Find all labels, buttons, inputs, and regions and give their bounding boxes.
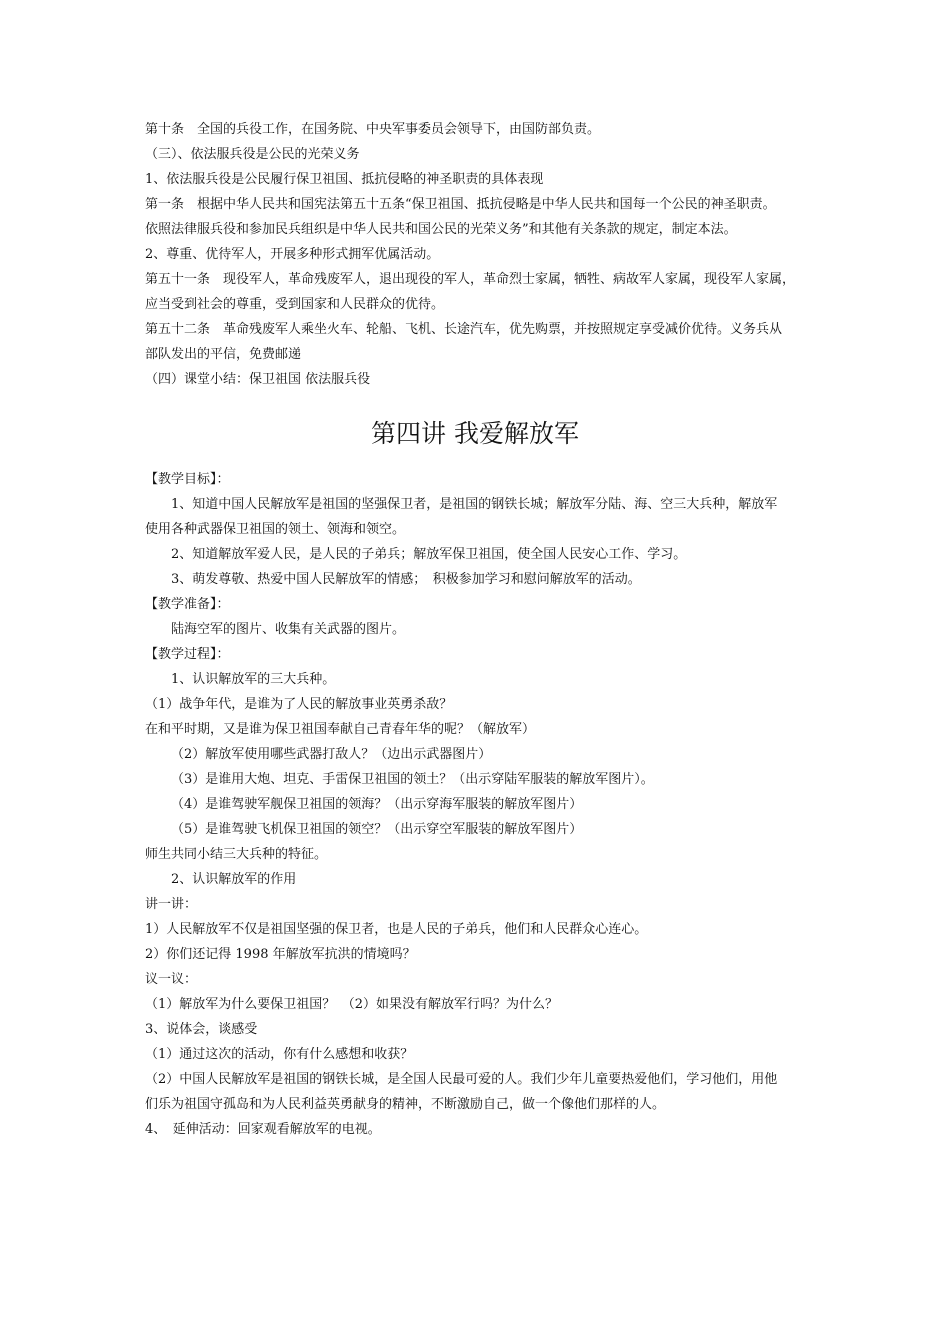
article-1-text-line-2: 依照法律服兵役和参加民兵组织是中华人民共和国公民的光荣义务”和其他有关条款的规定，制定本法。 [145, 222, 737, 237]
reflection-2-line-2: 们乐为祖国守孤岛和为人民利益英勇献身的精神，不断激励自己，做一个像他们那样的人。 [145, 1097, 666, 1112]
section-3-heading: （三）、依法服兵役是公民的光荣义务 [145, 147, 360, 162]
discuss-heading: 议一议： [145, 972, 198, 987]
question-3: （3）是谁用大炮、坦克、手雷保卫祖国的领土？（出示穿陆军服装的解放军图片）。 [171, 772, 654, 787]
article-52-text-line-1: 第五十二条 革命残废军人乘坐火车、轮船、飞机、长途汽车，优先购票，并按照规定享受减价优待。义务兵从 [145, 322, 783, 337]
discuss-questions: （1）解放军为什么要保卫祖国？ （2）如果没有解放军行吗？为什么？ [145, 997, 559, 1012]
question-1-continued: 在和平时期，又是谁为保卫祖国奉献自己青春年华的呢？（解放军） [145, 722, 536, 737]
question-5: （5）是谁驾驶飞机保卫祖国的领空？（出示穿空军服装的解放军图片） [171, 822, 583, 837]
point-2-heading: 2、尊重、优待军人，开展多种形式拥军优属活动。 [145, 247, 440, 262]
article-51-text-line-2: 应当受到社会的尊重，受到国家和人民群众的优待。 [145, 297, 445, 312]
talk-point-1: 1）人民解放军不仅是祖国坚强的保卫者，也是人民的子弟兵，他们和人民群众心连心。 [145, 922, 648, 937]
article-52-text-line-2: 部队发出的平信，免费邮递 [145, 347, 302, 362]
process-step-2: 2、认识解放军的作用 [171, 872, 297, 887]
question-1: （1）战争年代，是谁为了人民的解放事业英勇杀敌？ [145, 697, 453, 712]
point-1-heading: 1、依法服兵役是公民履行保卫祖国、抵抗侵略的神圣职责的具体表现 [145, 172, 544, 187]
article-10-text: 第十条 全国的兵役工作，在国务院、中央军事委员会领导下，由国防部负责。 [145, 122, 601, 137]
teaching-process-heading: 【教学过程】： [145, 647, 230, 662]
teaching-prep-heading: 【教学准备】： [145, 597, 230, 612]
goal-1-line-1: 1、知道中国人民解放军是祖国的坚强保卫者，是祖国的钢铁长城；解放军分陆、海、空三大兵种，解放军 [171, 497, 778, 512]
lesson-title: 第四讲 我爱解放军 [371, 419, 579, 448]
goal-3: 3、萌发尊敬、热爱中国人民解放军的情感； 积极参加学习和慰问解放军的活动。 [171, 572, 641, 587]
teaching-goals-heading: 【教学目标】： [145, 472, 230, 487]
goal-2: 2、知道解放军爱人民，是人民的子弟兵；解放军保卫祖国，使全国人民安心工作、学习。 [171, 547, 687, 562]
talk-point-2: 2）你们还记得 1998 年解放军抗洪的情境吗？ [145, 947, 416, 962]
summary-of-branches: 师生共同小结三大兵种的特征。 [145, 847, 328, 862]
teaching-prep-text: 陆海空军的图片、收集有关武器的图片。 [171, 622, 406, 637]
question-2: （2）解放军使用哪些武器打敌人？（边出示武器图片） [171, 747, 492, 762]
goal-1-line-2: 使用各种武器保卫祖国的领土、领海和领空。 [145, 522, 406, 537]
talk-heading: 讲一讲： [145, 897, 198, 912]
reflection-2-line-1: （2）中国人民解放军是祖国的钢铁长城，是全国人民最可爱的人。我们少年儿童要热爱他们，学习他们，用他 [145, 1072, 778, 1087]
process-step-1: 1、认识解放军的三大兵种。 [171, 672, 336, 687]
reflection-question-1: （1）通过这次的活动，你有什么感想和收获？ [145, 1047, 414, 1062]
section-4-summary: （四）课堂小结：保卫祖国 依法服兵役 [145, 372, 371, 387]
process-step-3: 3、说体会，谈感受 [145, 1022, 258, 1037]
article-1-text-line-1: 第一条 根据中华人民共和国宪法第五十五条“保卫祖国、抵抗侵略是中华人民共和国每一个公民的神圣职责。 [145, 197, 776, 212]
process-step-4: 4、 延伸活动：回家观看解放军的电视。 [145, 1122, 381, 1137]
question-4: （4）是谁驾驶军舰保卫祖国的领海？（出示穿海军服装的解放军图片） [171, 797, 583, 812]
article-51-text-line-1: 第五十一条 现役军人，革命残废军人，退出现役的军人，革命烈士家属，牺牲、病故军人家属，现役军人家属， [145, 272, 796, 287]
